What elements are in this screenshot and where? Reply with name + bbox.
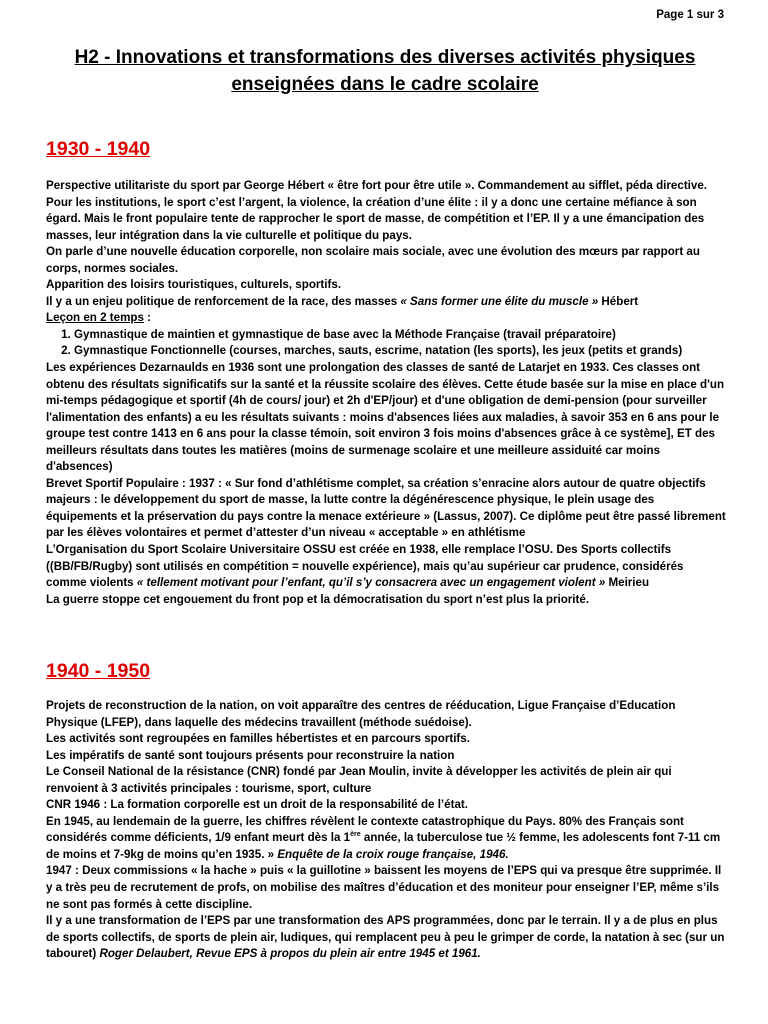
superscript: ère <box>350 831 361 839</box>
source-citation: Roger Delaubert, Revue EPS à propos du plein air entre 1945 et 1961. <box>99 947 481 961</box>
lesson-label-line <box>46 310 726 327</box>
paragraph <box>46 542 726 592</box>
section-1940-1950-body <box>46 698 726 963</box>
list-item: 2. Gymnastique Fonctionnelle (courses, marches, sauts, escrime, natation (les sports), les jeux (petits et grands) <box>74 343 726 360</box>
quote: « tellement motivant pour l’enfant, qu’il s’y consacrera avec un engagement violent » <box>136 576 606 590</box>
text-span: Hébert <box>598 294 639 308</box>
text-span: Meirieu <box>605 576 650 590</box>
paragraph: Pour les institutions, le sport c’est l’argent, la violence, la création d’une élite : il y a donc une certaine méfiance à son égard. Mais le front populaire tente de rapprocher le sport de masse, de compétition et l’EP. Il y a une émancipation des masses, leur intégration dans la vie culturelle et politique du pays. <box>46 195 705 242</box>
paragraph: La guerre stoppe cet engouement du front pop et la démocratisation du sport n’est plus la priorité. <box>46 592 590 606</box>
source-citation: Enquête de la croix rouge française, 1946. <box>277 847 509 861</box>
paragraph: Le Conseil National de la résistance (CNR) fondé par Jean Moulin, invite à développer les activités de plein air qui renvoient à 3 activités principales : tourisme, sport, culture <box>46 765 672 795</box>
section-heading-1930-1940: 1930 - 1940 <box>46 138 151 160</box>
text-span: Il y a une transformation de l’EPS par une transformation des APS programmées, donc par le terrain. Il y a de plus en plus de sports collectifs, de sports de plein air, ludiques, qui remplacent peu à peu le grimper de corde, la natation à sec (sur un tabouret) <box>46 914 725 961</box>
paragraph <box>46 294 726 311</box>
list-item: 1. Gymnastique de maintien et gymnastique de base avec la Méthode Française (travail préparatoire) <box>74 327 726 344</box>
paragraph <box>46 913 726 963</box>
text-span: Il y a un enjeu politique de renforcement de la race, des masses <box>46 294 401 308</box>
page-number: Page 1 sur 3 <box>656 9 724 21</box>
paragraph: Projets de reconstruction de la nation, on voit apparaître des centres de rééducation, Ligue Française d’Education Physique (LFEP), dans laquelle des médecins travaillent (méthode suédoise). <box>46 699 676 729</box>
text-span: année, la tuberculose tue ½ femme, les adolescents font 7-11 cm de moins et 7-9kg de moins qu’en 1935. » <box>46 831 721 861</box>
paragraph: CNR 1946 : La formation corporelle est un droit de la responsabilité de l’état. <box>46 798 468 812</box>
paragraph <box>46 814 726 864</box>
paragraph: On parle d’une nouvelle éducation corporelle, non scolaire mais sociale, avec une évolution des mœurs par rapport au corps, normes sociales. <box>46 245 700 275</box>
paragraph: Apparition des loisirs touristiques, culturels, sportifs. <box>46 278 342 292</box>
paragraph: Perspective utilitariste du sport par George Hébert « être fort pour être utile ». Commandement au sifflet, péda directive. <box>46 179 708 192</box>
title-line-2: enseignées dans le cadre scolaire <box>231 74 539 95</box>
paragraph: Les impératifs de santé sont toujours présents pour reconstruire la nation <box>46 748 455 762</box>
paragraph: Les expériences Dezarnaulds en 1936 sont une prolongation des classes de santé de Latarjet en 1933. Ces classes ont obtenu des résultats significatifs sur la santé et la réussite scolaire des élèves. Cette étude basée sur la mise en place d'un mi-temps pédagogique et sportif (4h de cours/ jour) et 2h d'EP/jour) et d'une obligation de demi-pension (pour surveiller l'alimentation des enfants) a eu les résultats suivants : moins d'absences liées aux maladies, à savoir 353 en 6 ans pour le groupe test contre 1413 en 6 ans pour la classe témoin, soit environ 3 fois moins d'absences grâce à ce système], ET des meilleurs résultats dans toutes les matières (moins de surmenage scolaire et une meilleure assiduité car moins d'absences) <box>46 361 725 474</box>
lesson-label: Leçon en 2 temps <box>46 311 144 325</box>
text-span: : <box>143 311 152 325</box>
paragraph: Les activités sont regroupées en familles hébertistes et en parcours sportifs. <box>46 732 470 746</box>
paragraph: Brevet Sportif Populaire : 1937 : « Sur fond d’athlétisme complet, sa création s’enracine alors autour de quatre objectifs majeurs : le développement du sport de masse, la lutte contre la dégénérescence physique, le plein usage des équipements et la préservation du pays contre la menace extérieure » (Lassus, 2007). Ce diplôme peut être passé librement par les élèves volontaires et permet d’attester d’un niveau « acceptable » en athlétisme <box>46 476 726 540</box>
title-line-1: H2 - Innovations et transformations des diverses activités physiques <box>74 47 696 68</box>
quote: « Sans former une élite du muscle » <box>400 294 599 308</box>
document-title <box>40 44 730 98</box>
text-span: L’Organisation du Sport Scolaire Universitaire OSSU est créée en 1938, elle remplace l’OSU. Des Sports collectifs ((BB/FB/Rugby) sont utilisés en compétition = nouvelle expérience), mais qu’au supérieur car prudence, considérés comme violents <box>46 543 684 590</box>
text-span: En 1945, au lendemain de la guerre, les chiffres révèlent le contexte catastrophique du Pays. 80% des Français sont considérés comme déficients, 1/9 enfant meurt dès la 1 <box>46 814 684 845</box>
paragraph: 1947 : Deux commissions « la hache » puis « la guillotine » baissent les moyens de l’EPS qui va presque être supprimée. Il y a très peu de recrutement de profs, on mobilise des maîtres d’éducation et des moniteur pour enseigner l’EP, même s’ils ne sont pas formés à cette discipline. <box>46 864 722 911</box>
lesson-list <box>46 327 726 360</box>
section-heading-1940-1950: 1940 - 1950 <box>46 660 151 682</box>
section-1930-1940-body <box>46 178 726 608</box>
